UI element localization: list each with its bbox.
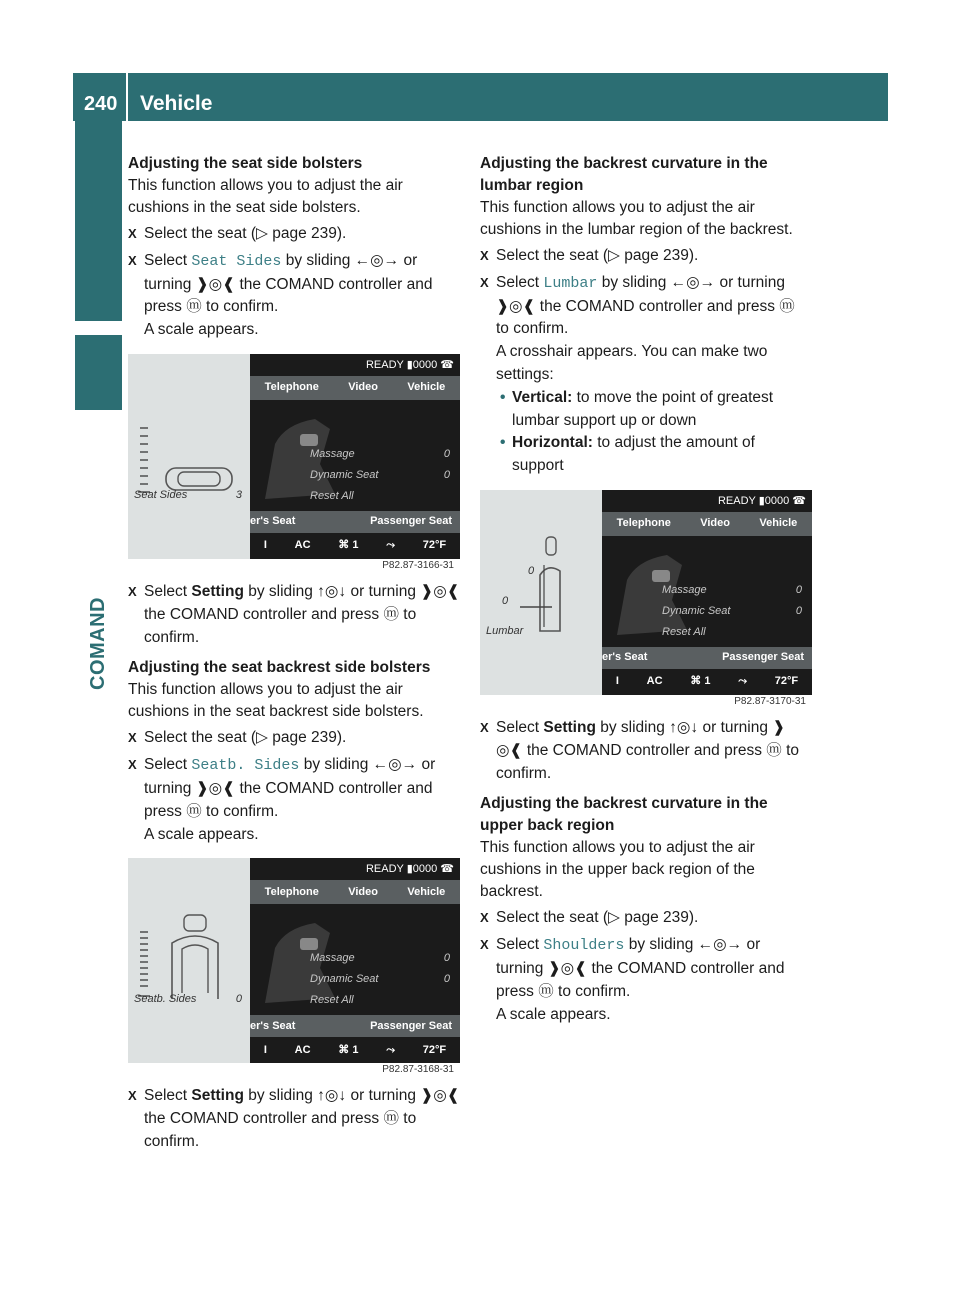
page-title: Vehicle [140, 92, 213, 115]
bullet-item: • Vertical: to move the point of greatest lumbar support up or down [496, 387, 800, 433]
status-line: READY ▮0000 ☎ [717, 494, 806, 507]
menu-item: Lumbar [543, 274, 598, 292]
intro-text: This function allows you to adjust the air cushions in the lumbar region of the backrest. [480, 199, 793, 238]
setting-label: Seat Sides [134, 488, 188, 501]
setting-panel [480, 490, 602, 695]
section-heading: Adjusting the backrest curvature in the upper back region [480, 795, 768, 835]
horizontal-value: 0 [502, 594, 509, 607]
tab-bar: Telephone Video Vehicle [250, 880, 460, 904]
section-heading: Adjusting the backrest curvature in the lumbar region [480, 155, 768, 194]
intro-text: This function allows you to adjust the air cushions in the upper back region of the backrest. [480, 839, 755, 901]
page-number: 240 [84, 93, 118, 115]
step: X Select Lumbar by sliding ←◎→ or turning ❱◎❰ the COMAND controller and press ⓜ to confirm. A crosshair appears. You can make two settings: [480, 272, 800, 387]
right-column [480, 153, 806, 1026]
menu-item: Seat Sides [191, 252, 282, 270]
setting-value: 0 [235, 993, 242, 1006]
seat-menu: Massage 0 Dynamic Seat 0 Reset All [310, 447, 450, 502]
vertical-value: 0 [528, 564, 535, 577]
left-column [128, 153, 468, 1154]
setting-label: Lumbar [486, 624, 524, 637]
setting-panel [128, 858, 250, 1063]
comand-display [250, 858, 460, 1063]
screen-figure [128, 354, 460, 577]
side-tab-bar [75, 121, 122, 321]
tab-bar: Telephone Video Vehicle [250, 376, 460, 400]
step: X Select Seat Sides by sliding ←◎→ or turning ❱◎❰ the COMAND controller and press ⓜ to confirm. A scale appears. [128, 250, 468, 342]
menu-item: Seatb. Sides [191, 757, 300, 775]
seat-menu: Massage 0 Dynamic Seat 0 Reset All [310, 952, 450, 1007]
step: X Select the seat (▷ page 239). [480, 907, 800, 930]
step: X Select Shoulders by sliding ←◎→ or turning ❱◎❰ the COMAND controller and press ⓜ to confirm. A scale appears. [480, 934, 800, 1026]
section-heading: Adjusting the seat side bolsters [128, 155, 363, 172]
comand-display [250, 354, 460, 559]
header-divider [126, 73, 128, 121]
menu-item: Shoulders [543, 937, 625, 955]
section-heading: Adjusting the seat backrest side bolsters [128, 659, 431, 677]
bullet-item: • Horizontal: to adjust the amount of support [496, 432, 800, 478]
section-label: COMAND [87, 597, 109, 690]
step: X Select Setting by sliding ↑◎↓ or turning ❱◎❰ the COMAND controller and press ⓜ to confirm. [128, 1085, 468, 1153]
step: X Select Setting by sliding ↑◎↓ or turning ❱◎❰ the COMAND controller and press ⓜ to confirm. [128, 581, 468, 649]
status-line: READY ▮0000 ☎ [365, 863, 454, 876]
intro-text: This function allows you to adjust the air cushions in the seat backrest side bolsters. [128, 681, 424, 721]
step: X Select the seat (▷ page 239). [128, 727, 468, 750]
seat-selector: er's Seat Passenger Seat [250, 511, 460, 533]
step: X Select the seat (▷ page 239). [128, 223, 468, 246]
figure-code: P82.87-3168-31 [382, 1064, 454, 1076]
step: X Select Seatb. Sides by sliding ←◎→ or turning ❱◎❰ the COMAND controller and press ⓜ to confirm. A scale appears. [128, 754, 468, 846]
step: X Select the seat (▷ page 239). [480, 245, 800, 268]
seat-selector: er's Seat Passenger Seat [602, 647, 812, 669]
screen-figure [480, 490, 812, 713]
setting-panel [128, 354, 250, 559]
screen-figure [128, 858, 460, 1081]
seat-selector: er's Seat Passenger Seat [250, 1015, 460, 1037]
step: X Select Setting by sliding ↑◎↓ or turning ❱◎❰ the COMAND controller and press ⓜ to confirm. [480, 717, 800, 785]
climate-bar: I AC ⌘ 1 ⤳ 72°F [615, 675, 799, 688]
comand-display [602, 490, 812, 695]
figure-code: P82.87-3170-31 [734, 695, 806, 707]
status-line: READY ▮0000 ☎ [365, 358, 454, 371]
side-tab-block [75, 335, 122, 410]
figure-code: P82.87-3166-31 [382, 559, 454, 571]
setting-label: Seatb. Sides [134, 993, 197, 1006]
setting-value: 3 [235, 488, 242, 501]
climate-bar: I AC ⌘ 1 ⤳ 72°F [263, 1043, 447, 1056]
intro-text: This function allows you to adjust the air cushions in the seat side bolsters. [128, 177, 403, 216]
seat-menu: Massage 0 Dynamic Seat 0 Reset All [662, 583, 802, 638]
climate-bar: I AC ⌘ 1 ⤳ 72°F [263, 539, 447, 552]
tab-bar: Telephone Video Vehicle [602, 512, 812, 536]
